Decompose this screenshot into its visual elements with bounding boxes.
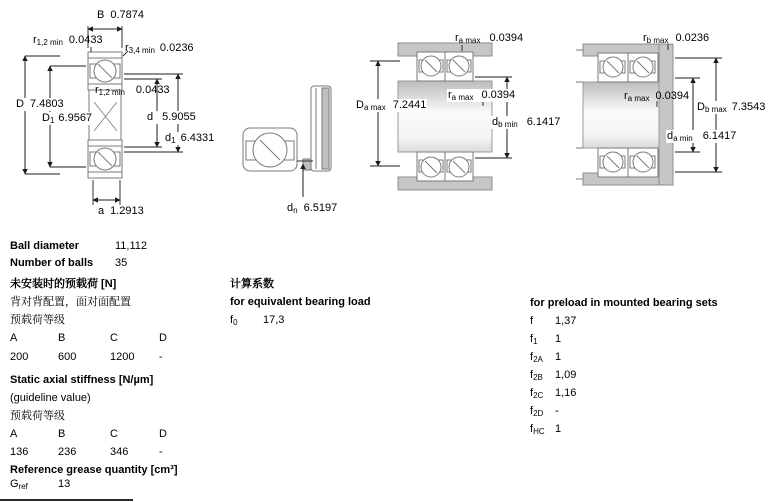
dim-label-Da: $D_{a max}$ 7.2441 (356, 99, 427, 112)
abutment-drawing (243, 86, 331, 171)
stiffness-class-header-row: A B C D (10, 428, 167, 440)
bearing-set1-drawing (398, 43, 492, 190)
dim-label-D: D 7.4803 (16, 98, 64, 110)
factor-row-fHC: $f_{HC}$ 1 (530, 423, 562, 436)
grease-value-row: $G_{ref}$ 13 (10, 478, 71, 491)
preload-class-header-row: A B C D (10, 332, 167, 344)
factor-row-f2D: $f_{2D}$ - (530, 405, 559, 418)
factor-row-f1: $f_1$ 1 (530, 333, 562, 346)
stiffness-section-title: Static axial stiffness [N/µm] (10, 374, 154, 386)
dim-label-Db: $D_{b max}$ 7.3543 (697, 101, 766, 114)
dim-label-B: B 0.7874 (97, 9, 144, 21)
grease-section-title: Reference grease quantity [cm³] (10, 464, 178, 476)
factor-row-f2A: $f_{2A}$ 1 (530, 351, 562, 364)
dim-label-r12-top: $r_{1,2 min}$ 0.0433 (33, 34, 103, 47)
preload-class-note: 预载荷等级 (10, 314, 65, 326)
dim-label-db: $d_{b min}$ 6.1417 (492, 116, 561, 129)
dim-label-r34: $r_{3,4 min}$ 0.0236 (125, 42, 194, 55)
factor-row-f2C: $f_{2C}$ 1,16 (530, 387, 577, 400)
dim-label-da: $d_{a min}$ 6.1417 (667, 130, 737, 143)
dim-label-ra-mid: $r_{a max}$ 0.0394 (448, 89, 516, 102)
bearing-set2-drawing (576, 44, 673, 185)
dim-label-d1: $d_1$ 6.4331 (165, 132, 215, 145)
dim-label-a: a 1.2913 (98, 205, 144, 217)
preload-arrangement-note: 背对背配置，面对面配置 (10, 296, 131, 308)
dim-label-ra2: $r_{a max}$ 0.0394 (624, 90, 690, 103)
preload-section-title: 未安装时的预载荷 [N] (10, 278, 117, 290)
page-divider (0, 499, 133, 501)
calc-factors-title: 计算系数 (230, 278, 274, 290)
stiffness-values-row: 136 236 346 - (10, 446, 163, 458)
spec-row-ball-diameter: Ball diameter 11,112 (10, 240, 148, 252)
preload-values-row: 200 600 1200 - (10, 351, 163, 363)
dim-label-r12-mid: $r_{1,2 min}$ 0.0433 (95, 84, 170, 97)
preload-factors-title: for preload in mounted bearing sets (530, 297, 718, 309)
f0-row: $f_0$ 17,3 (230, 314, 285, 327)
equiv-load-title: for equivalent bearing load (230, 296, 371, 308)
factor-row-f: f 1,37 (530, 315, 577, 327)
factor-row-f2B: $f_{2B}$ 1,09 (530, 369, 577, 382)
spec-row-number-of-balls: Number of balls 35 (10, 257, 128, 269)
stiffness-class-note: 预载荷等级 (10, 410, 65, 422)
dim-label-ra-top: $r_{a max}$ 0.0394 (455, 32, 524, 45)
dim-label-d: d 5.9055 (147, 111, 196, 123)
dim-label-rb: $r_{b max}$ 0.0236 (643, 32, 710, 45)
dim-label-dn: $d_n$ 6.5197 (287, 202, 338, 215)
dim-label-D1: $D_1$ 6.9567 (42, 112, 93, 125)
stiffness-guideline-note: (guideline value) (10, 392, 91, 404)
cross-section-drawing (88, 52, 122, 178)
